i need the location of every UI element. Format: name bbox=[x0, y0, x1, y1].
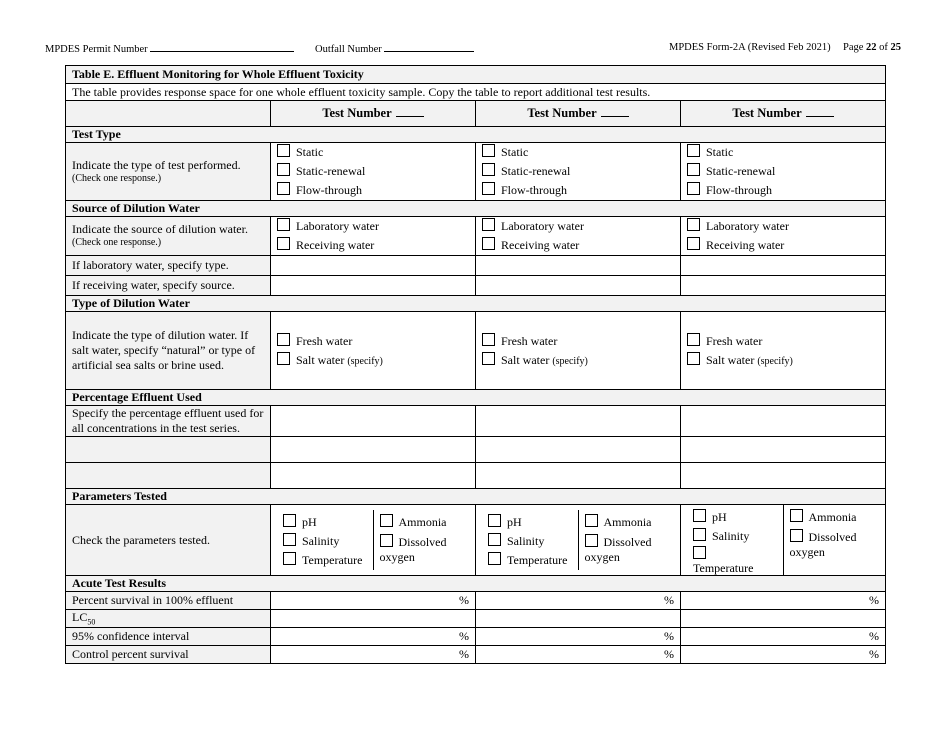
parameters-options-3 bbox=[681, 505, 886, 576]
parameters-options-1 bbox=[271, 505, 476, 576]
receiving-water-specify-field[interactable] bbox=[271, 276, 476, 296]
lc50-label: $LC_{50}$ bbox=[66, 610, 271, 628]
lab-water-specify-field[interactable] bbox=[681, 256, 886, 276]
flow-through-checkbox[interactable]: Flow-through bbox=[482, 181, 674, 200]
flow-through-checkbox[interactable]: Flow-through bbox=[277, 181, 469, 200]
receiving-water-checkbox[interactable]: Receiving water bbox=[482, 236, 674, 255]
confidence-interval-label: 95% confidence interval bbox=[66, 628, 271, 646]
blank-header-cell bbox=[66, 101, 271, 127]
dilution-source-options-1 bbox=[271, 217, 476, 256]
dilution-type-options-3 bbox=[681, 312, 886, 390]
dissolved-oxygen-checkbox[interactable]: Dissolved oxygen bbox=[379, 535, 447, 564]
control-survival-label: Control percent survival bbox=[66, 646, 271, 664]
table-description: The table provides response space for one whole effluent toxicity sample. Copy the table to report additional test results. bbox=[66, 84, 886, 101]
permit-number-field[interactable] bbox=[150, 42, 294, 52]
temperature-checkbox[interactable]: Temperature bbox=[283, 551, 367, 570]
dilution-type-options-1 bbox=[271, 312, 476, 390]
dilution-source-options-2 bbox=[476, 217, 681, 256]
ph-checkbox[interactable]: pH bbox=[283, 513, 367, 532]
pct-effluent-extra bbox=[66, 437, 271, 463]
pct-effluent-field[interactable] bbox=[681, 463, 886, 489]
test-type-options-1 bbox=[271, 143, 476, 201]
static-checkbox[interactable]: Static bbox=[687, 143, 879, 162]
parameters-question: Check the parameters tested. bbox=[66, 505, 271, 576]
ammonia-checkbox[interactable]: Ammonia bbox=[585, 513, 669, 532]
laboratory-water-checkbox[interactable]: Laboratory water bbox=[687, 217, 879, 236]
dissolved-oxygen-checkbox[interactable]: Dissolved oxygen bbox=[584, 535, 652, 564]
static-checkbox[interactable]: Static bbox=[482, 143, 674, 162]
static-checkbox[interactable]: Static bbox=[277, 143, 469, 162]
control-survival-field[interactable]: % bbox=[681, 646, 886, 664]
salinity-checkbox[interactable]: Salinity bbox=[693, 527, 777, 546]
receiving-water-specify-label: If receiving water, specify source. bbox=[66, 276, 271, 296]
survival-label: Percent survival in 100% effluent bbox=[66, 592, 271, 610]
salt-water-checkbox[interactable]: Salt water (specify) bbox=[277, 351, 469, 370]
ph-checkbox[interactable]: pH bbox=[488, 513, 572, 532]
outfall-number-field[interactable] bbox=[384, 42, 474, 52]
dilution-source-options-3 bbox=[681, 217, 886, 256]
table-title: Table E. Effluent Monitoring for Whole Effluent Toxicity bbox=[66, 66, 886, 84]
dissolved-oxygen-checkbox[interactable]: Dissolved oxygen bbox=[789, 530, 857, 559]
pct-effluent-field[interactable] bbox=[476, 406, 681, 437]
receiving-water-checkbox[interactable]: Receiving water bbox=[277, 236, 469, 255]
pct-effluent-field[interactable] bbox=[681, 406, 886, 437]
lab-water-specify-field[interactable] bbox=[271, 256, 476, 276]
confidence-interval-field[interactable]: % bbox=[271, 628, 476, 646]
parameters-options-2 bbox=[476, 505, 681, 576]
test-type-question: Indicate the type of test performed. (Check one response.) bbox=[66, 143, 271, 201]
test-number-3: Test Number bbox=[681, 101, 886, 127]
laboratory-water-checkbox[interactable]: Laboratory water bbox=[277, 217, 469, 236]
temperature-checkbox[interactable]: Temperature bbox=[488, 551, 572, 570]
fresh-water-checkbox[interactable]: Fresh water bbox=[277, 332, 469, 351]
pct-effluent-field[interactable] bbox=[271, 463, 476, 489]
fresh-water-checkbox[interactable]: Fresh water bbox=[482, 332, 674, 351]
control-survival-field[interactable]: % bbox=[476, 646, 681, 664]
lc50-field[interactable] bbox=[476, 610, 681, 628]
pct-effluent-field[interactable] bbox=[271, 406, 476, 437]
section-pct-effluent: Percentage Effluent Used bbox=[66, 390, 886, 406]
survival-field[interactable]: % bbox=[681, 592, 886, 610]
dilution-type-options-2 bbox=[476, 312, 681, 390]
salt-water-checkbox[interactable]: Salt water (specify) bbox=[482, 351, 674, 370]
confidence-interval-field[interactable]: % bbox=[476, 628, 681, 646]
lc50-field[interactable] bbox=[681, 610, 886, 628]
pct-effluent-extra bbox=[66, 463, 271, 489]
temperature-checkbox[interactable] bbox=[693, 546, 777, 561]
pct-effluent-field[interactable] bbox=[271, 437, 476, 463]
static-renewal-checkbox[interactable]: Static-renewal bbox=[482, 162, 674, 181]
form-label: MPDES Form-2A (Revised Feb 2021) bbox=[669, 42, 831, 53]
section-acute: Acute Test Results bbox=[66, 576, 886, 592]
salinity-checkbox[interactable]: Salinity bbox=[283, 532, 367, 551]
permit-number-label: MPDES Permit Number bbox=[45, 42, 294, 55]
receiving-water-specify-field[interactable] bbox=[476, 276, 681, 296]
dilution-type-question: Indicate the type of dilution water. If salt water, specify “natural” or type of artificial sea salts or brine used. bbox=[66, 312, 271, 390]
receiving-water-specify-field[interactable] bbox=[681, 276, 886, 296]
section-test-type: Test Type bbox=[66, 127, 886, 143]
test-number-3-field[interactable] bbox=[806, 106, 834, 117]
pct-effluent-field[interactable] bbox=[476, 437, 681, 463]
test-type-options-2 bbox=[476, 143, 681, 201]
test-type-options-3 bbox=[681, 143, 886, 201]
test-number-2: Test Number bbox=[476, 101, 681, 127]
temperature-label: Temperature bbox=[693, 561, 754, 575]
section-dilution-type: Type of Dilution Water bbox=[66, 296, 886, 312]
wet-monitoring-table bbox=[65, 65, 886, 664]
pct-effluent-field[interactable] bbox=[476, 463, 681, 489]
ammonia-checkbox[interactable]: Ammonia bbox=[790, 508, 874, 527]
confidence-interval-field[interactable]: % bbox=[681, 628, 886, 646]
lc50-field[interactable] bbox=[271, 610, 476, 628]
pct-effluent-field[interactable] bbox=[681, 437, 886, 463]
dilution-source-question: Indicate the source of dilution water. (Check one response.) bbox=[66, 217, 271, 256]
lab-water-specify-field[interactable] bbox=[476, 256, 681, 276]
survival-field[interactable]: % bbox=[271, 592, 476, 610]
survival-field[interactable]: % bbox=[476, 592, 681, 610]
fresh-water-checkbox[interactable]: Fresh water bbox=[687, 332, 879, 351]
ammonia-checkbox[interactable]: Ammonia bbox=[380, 513, 464, 532]
test-number-1-field[interactable] bbox=[396, 106, 424, 117]
lab-water-specify-label: If laboratory water, specify type. bbox=[66, 256, 271, 276]
salinity-checkbox[interactable]: Salinity bbox=[488, 532, 572, 551]
control-survival-field[interactable]: % bbox=[271, 646, 476, 664]
flow-through-checkbox[interactable]: Flow-through bbox=[687, 181, 879, 200]
laboratory-water-checkbox[interactable]: Laboratory water bbox=[482, 217, 674, 236]
section-parameters: Parameters Tested bbox=[66, 489, 886, 505]
page-number: Page 22 of 25 bbox=[843, 42, 902, 53]
static-renewal-checkbox[interactable]: Static-renewal bbox=[687, 162, 879, 181]
salt-water-checkbox[interactable]: Salt water (specify) bbox=[687, 351, 879, 370]
test-number-2-field[interactable] bbox=[601, 106, 629, 117]
pct-effluent-question: Specify the percentage effluent used for all concentrations in the test series. bbox=[66, 406, 271, 437]
receiving-water-checkbox[interactable]: Receiving water bbox=[687, 236, 879, 255]
outfall-number-label: Outfall Number bbox=[315, 42, 474, 55]
section-dilution-source: Source of Dilution Water bbox=[66, 201, 886, 217]
ph-checkbox[interactable]: pH bbox=[693, 508, 777, 527]
test-number-1: Test Number bbox=[271, 101, 476, 127]
static-renewal-checkbox[interactable]: Static-renewal bbox=[277, 162, 469, 181]
